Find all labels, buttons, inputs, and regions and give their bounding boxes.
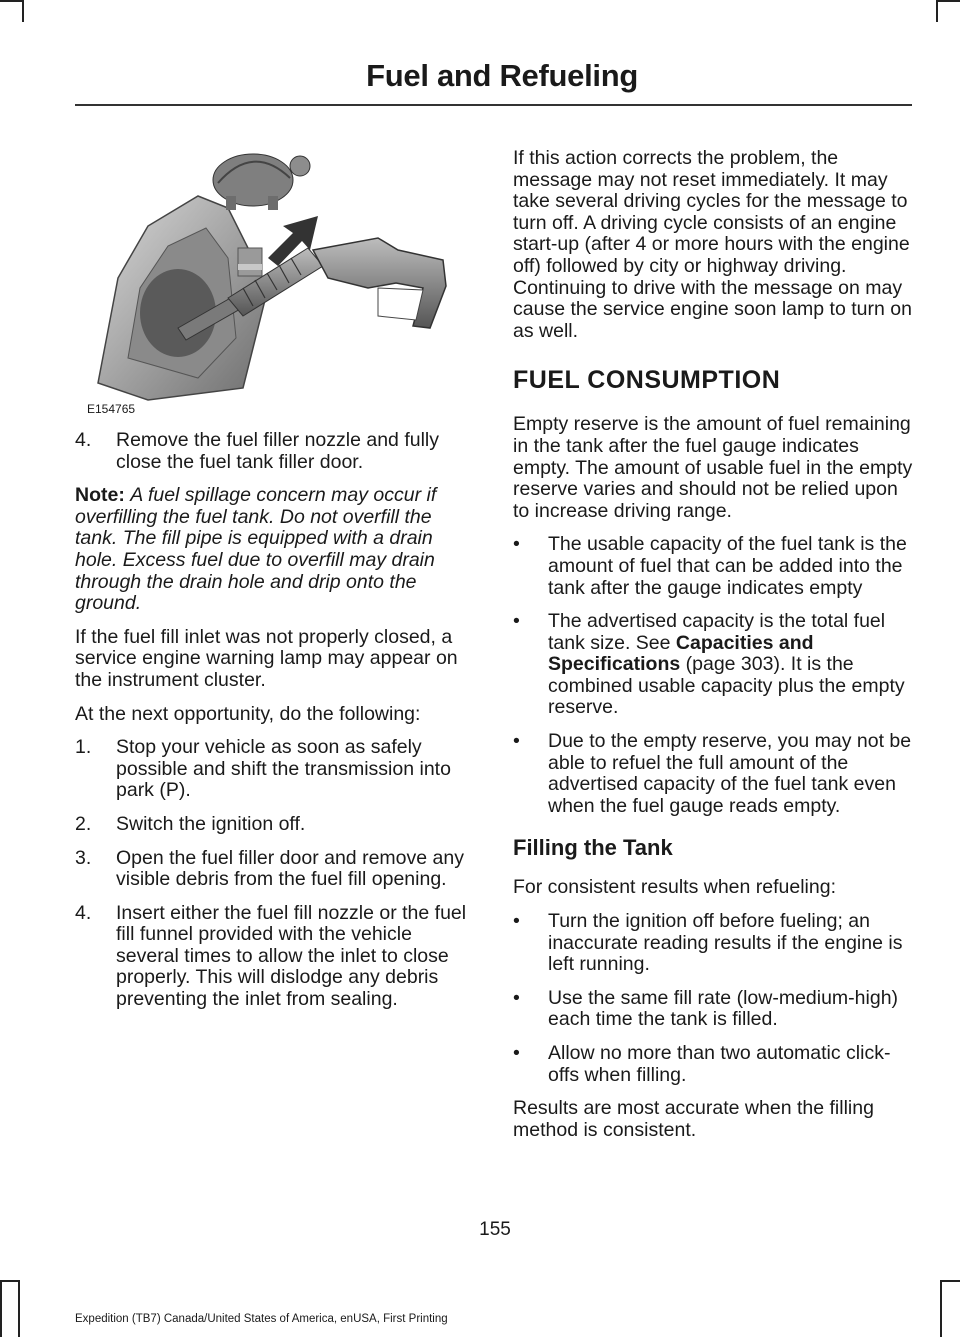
crop-mark (940, 1280, 942, 1337)
right-column (513, 148, 913, 1153)
crop-mark (22, 0, 24, 22)
bullet-item: • Allow no more than two automatic click-offs when filling. (513, 1042, 891, 1086)
bullet-item: • Due to the empty reserve, you may not be able to refuel the full amount of the advertised capacity of the fuel tank even when the fuel gauge reads empty. (513, 730, 912, 817)
bullet-item: • The usable capacity of the fuel tank is the amount of fuel that can be added into the tank after the gauge indicates empty (513, 533, 907, 599)
fuel-nozzle-figure (78, 138, 470, 418)
bullet-icon: • (513, 910, 520, 933)
crop-mark (0, 1280, 20, 1282)
figure-code: E154765 (87, 402, 136, 416)
paragraph: At the next opportunity, do the following: (75, 702, 421, 725)
list-item: 1. Stop your vehicle as soon as safely possible and shift the transmission into park (P). (75, 736, 451, 802)
paragraph: If this action corrects the problem, the message may not reset immediately. It may take several driving cycles for the message to turn off. A driving cycle consists of an engine start-up (after 4 or more hours with the engine off) followed by city or highway driving. Continuing to drive with the message on may cause the service engine soon lamp to turn on as well. (513, 147, 912, 342)
list-item: 2. Switch the ignition off. (75, 812, 306, 835)
crop-mark (0, 1280, 2, 1337)
list-item: 4. Remove the fuel filler nozzle and fully close the fuel tank filler door. (75, 429, 439, 473)
crop-mark (18, 1280, 20, 1337)
note-text: A fuel spillage concern may occur if overfilling the fuel tank. Do not overfill the tank. The fill pipe is equipped with a drain hole. Excess fuel due to overfill may drain through the drain hole and drip onto the ground. (75, 484, 437, 615)
header-divider (75, 104, 912, 106)
sub-heading: Filling the Tank (513, 835, 673, 861)
crop-mark (936, 0, 960, 2)
bullet-icon: • (513, 730, 520, 753)
cross-reference-link[interactable]: Capacities and Specifications (548, 631, 814, 676)
page-reference: (page 303). (680, 653, 786, 676)
note (75, 485, 470, 615)
crop-mark (0, 0, 24, 2)
bullet-icon: • (513, 533, 520, 556)
bullet-item: • Turn the ignition off before fueling; an inaccurate reading results if the engine is left running. (513, 910, 903, 976)
footer-text: Expedition (TB7) Canada/United States of America, enUSA, First Printing (75, 1313, 448, 1325)
list-item: 4. Insert either the fuel fill nozzle or the fuel fill funnel provided with the vehicle several times to allow the inlet to close properly. This will dislodge any debris preventing the inlet from sealing. (75, 901, 467, 1011)
page-title: Fuel and Refueling (366, 58, 638, 93)
bullet-icon: • (513, 986, 520, 1009)
paragraph: For consistent results when refueling: (513, 876, 836, 899)
page-number: 155 (479, 1219, 511, 1240)
crop-mark (936, 0, 938, 22)
bullet-icon: • (513, 610, 520, 633)
bullet-item: • The advertised capacity is the total fuel tank size. See Capacities and Specifications (page 303). It is the combined usable capacity plus the empty reserve. (513, 610, 905, 719)
list-item: 3. Open the fuel filler door and remove any visible debris from the fuel fill opening. (75, 846, 464, 891)
section-heading: FUEL CONSUMPTION (513, 366, 781, 395)
left-column (75, 430, 470, 1023)
crop-mark (940, 1280, 960, 1282)
bullet-icon: • (513, 1042, 520, 1064)
paragraph: If the fuel fill inlet was not properly closed, a service engine warning lamp may appear on the instrument cluster. (75, 625, 458, 691)
paragraph: Results are most accurate when the filling method is consistent. (513, 1097, 874, 1141)
fuel-nozzle-icon (78, 138, 470, 418)
bullet-item: • Use the same fill rate (low-medium-high) each time the tank is filled. (513, 986, 899, 1031)
note-label: Note: (75, 484, 125, 507)
paragraph: Empty reserve is the amount of fuel remaining in the tank after the fuel gauge indicates empty. The amount of usable fuel in the empty reserve varies and should not be relied upon to increase driving range. (513, 413, 913, 522)
